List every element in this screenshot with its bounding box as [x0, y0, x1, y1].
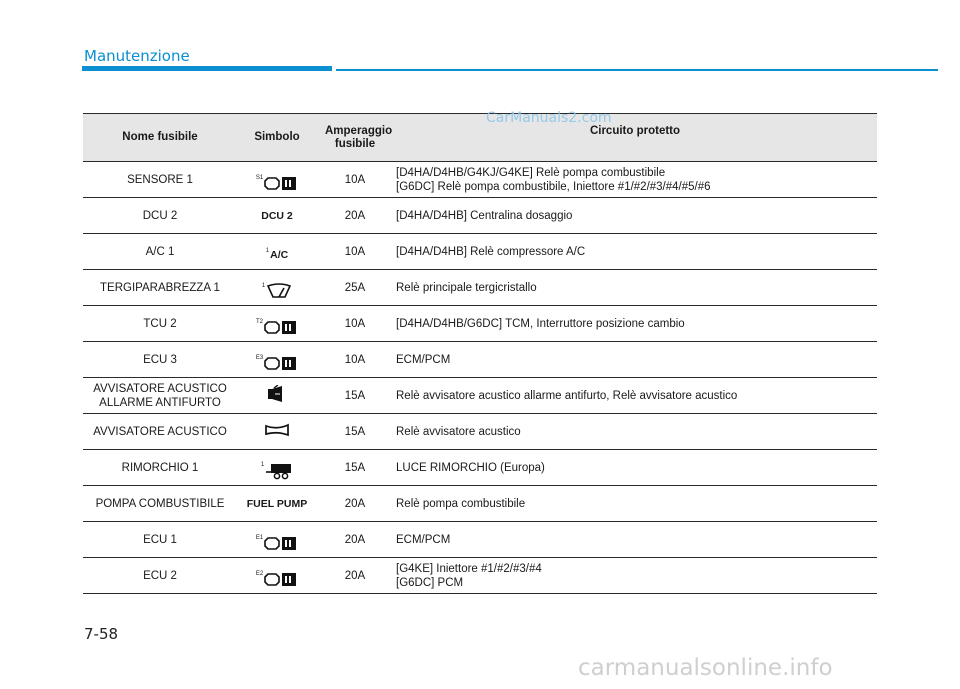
protected-circuit [393, 486, 877, 522]
fuse-symbol [237, 270, 317, 306]
fuse-symbol [237, 162, 317, 198]
fuse-name: TERGIPARABREZZA 1 [83, 270, 237, 306]
circuit-line: [G4KE] Iniettore #1/#2/#3/#4 [396, 562, 542, 575]
fuse-symbol [237, 198, 317, 234]
fuse-symbol [237, 486, 317, 522]
table-row [83, 306, 877, 342]
protected-circuit [393, 306, 877, 342]
fuse-amperage: 20A [317, 522, 393, 558]
column-header: Nome fusibile [83, 114, 237, 162]
column-header-label: Amperaggio fusibile [325, 124, 393, 150]
circuit-line: LUCE RIMORCHIO (Europa) [396, 461, 545, 474]
fuse-name: AVVISATORE ACUSTICO ALLARME ANTIFURTO [83, 378, 237, 414]
fuse-name: POMPA COMBUSTIBILE [83, 486, 237, 522]
symbol-superscript: 1 [261, 282, 266, 289]
symbol-superscript: E2 [255, 570, 264, 577]
header-rule [336, 69, 938, 71]
table-row [83, 270, 877, 306]
fuse-amperage: 20A [317, 198, 393, 234]
fuse-amperage: 10A [317, 234, 393, 270]
symbol-superscript: E1 [255, 534, 264, 541]
fuse-symbol [237, 234, 317, 270]
fuse-amperage: 15A [317, 414, 393, 450]
table-row [83, 342, 877, 378]
protected-circuit [393, 414, 877, 450]
column-header: Simbolo [237, 114, 317, 162]
fuse-name: AVVISATORE ACUSTICO [83, 414, 237, 450]
fuse-symbol [237, 414, 317, 450]
circuit-line: [G6DC] PCM [396, 576, 464, 589]
fuse-symbol [237, 450, 317, 486]
trailer-icon [265, 462, 293, 480]
engine-relay-icon [264, 355, 298, 371]
table-row [83, 486, 877, 522]
table-header-row [83, 114, 877, 162]
fuse-name: DCU 2 [83, 198, 237, 234]
fuse-table [83, 113, 877, 594]
fuse-name: TCU 2 [83, 306, 237, 342]
protected-circuit [393, 342, 877, 378]
fuse-amperage: 10A [317, 342, 393, 378]
symbol-superscript: 1 [265, 247, 270, 254]
protected-circuit [393, 378, 877, 414]
fuse-amperage: 20A [317, 558, 393, 594]
fuse-symbol [237, 306, 317, 342]
fuse-symbol [237, 522, 317, 558]
protected-circuit [393, 270, 877, 306]
symbol-superscript: T2 [255, 318, 263, 325]
circuit-line: ECM/PCM [396, 533, 451, 546]
protected-circuit [393, 522, 877, 558]
table-row [83, 234, 877, 270]
circuit-line: [D4HA/D4HB/G4KJ/G4KE] Relè pompa combustibile [396, 166, 666, 179]
fuse-name: A/C 1 [83, 234, 237, 270]
symbol-superscript: E3 [255, 354, 264, 361]
fuse-amperage: 15A [317, 378, 393, 414]
protected-circuit [393, 558, 877, 594]
watermark: CarManuals2.com [486, 110, 612, 126]
engine-relay-icon [264, 175, 298, 191]
fuse-amperage: 10A [317, 162, 393, 198]
fuse-name: ECU 2 [83, 558, 237, 594]
engine-relay-icon [264, 535, 298, 551]
symbol-label: DCU 2 [261, 209, 293, 222]
header-accent-bar [82, 66, 332, 71]
symbol-label: A/C [270, 248, 289, 261]
table-row [83, 198, 877, 234]
engine-relay-icon [264, 319, 298, 335]
section-title: Manutenzione [84, 47, 190, 65]
protected-circuit [393, 234, 877, 270]
circuit-line: [D4HA/D4HB] Relè compressore A/C [396, 245, 586, 258]
fuse-amperage: 25A [317, 270, 393, 306]
circuit-line: Relè principale tergicristallo [396, 281, 537, 294]
horn-icon [264, 422, 290, 438]
table-row [83, 378, 877, 414]
table-row [83, 522, 877, 558]
circuit-line: ECM/PCM [396, 353, 451, 366]
circuit-line: [G6DC] Relè pompa combustibile, Iniettore #1/#2/#3/#4/#5/#6 [396, 180, 711, 193]
fuse-name: ECU 3 [83, 342, 237, 378]
page-number: 7-58 [84, 625, 119, 643]
symbol-superscript: S1 [255, 174, 264, 181]
fuse-name: ECU 1 [83, 522, 237, 558]
table-row [83, 414, 877, 450]
alarm-horn-icon [266, 385, 288, 403]
fuse-name: RIMORCHIO 1 [83, 450, 237, 486]
fuse-amperage: 15A [317, 450, 393, 486]
symbol-superscript: 1 [260, 461, 265, 468]
table-row [83, 162, 877, 198]
protected-circuit [393, 162, 877, 198]
fuse-symbol [237, 342, 317, 378]
circuit-line: Relè pompa combustibile [396, 497, 526, 510]
column-header: Circuito protetto [393, 114, 877, 162]
fuse-amperage: 10A [317, 306, 393, 342]
table-row [83, 558, 877, 594]
protected-circuit [393, 198, 877, 234]
fuse-symbol [237, 558, 317, 594]
wiper-icon [266, 283, 292, 299]
watermark: carmanualsonline.info [578, 655, 833, 681]
fuse-name: SENSORE 1 [83, 162, 237, 198]
fuse-amperage: 20A [317, 486, 393, 522]
circuit-line: [D4HA/D4HB] Centralina dosaggio [396, 209, 573, 222]
engine-relay-icon [264, 571, 298, 587]
circuit-line: Relè avvisatore acustico allarme antifurto, Relè avvisatore acustico [396, 389, 738, 402]
protected-circuit [393, 450, 877, 486]
circuit-line: Relè avvisatore acustico [396, 425, 521, 438]
fuse-symbol [237, 378, 317, 414]
column-header [317, 114, 393, 162]
table-row [83, 450, 877, 486]
symbol-label: FUEL PUMP [246, 497, 308, 510]
circuit-line: [D4HA/D4HB/G6DC] TCM, Interruttore posizione cambio [396, 317, 685, 330]
